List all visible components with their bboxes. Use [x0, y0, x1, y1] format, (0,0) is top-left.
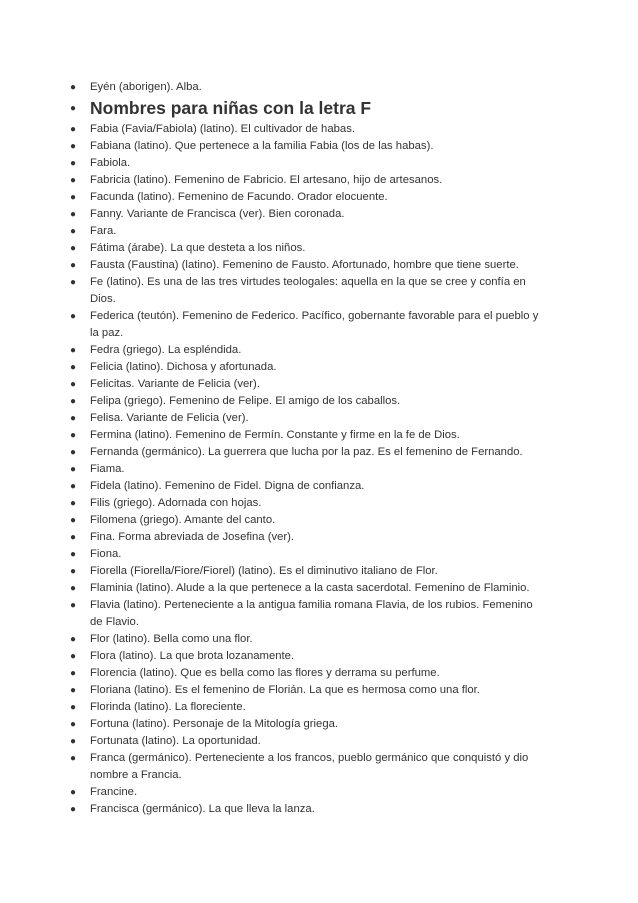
list-item	[0, 529, 638, 546]
list-item	[0, 512, 638, 529]
bullet-icon: ●	[69, 804, 77, 815]
list-item	[0, 240, 638, 257]
list-item	[0, 342, 638, 359]
bullet-icon: ●	[69, 736, 77, 747]
list-item	[0, 393, 638, 410]
list-item	[0, 665, 638, 682]
list-item	[0, 376, 638, 393]
item-text: Fabia (Favia/Fabiola) (latino). El cultivador de habas.	[90, 123, 355, 135]
list-item	[0, 155, 638, 172]
item-text: Florinda (latino). La floreciente.	[90, 701, 246, 713]
item-text: Fiama.	[90, 463, 125, 475]
bullet-icon: ●	[69, 396, 77, 407]
item-text: Felisa. Variante de Felicia (ver).	[90, 412, 249, 424]
bullet-icon: ●	[69, 583, 77, 594]
item-text: Fausta (Faustina) (latino). Femenino de Fausto. Afortunado, hombre que tiene suerte.	[90, 259, 519, 271]
item-text: Fortuna (latino). Personaje de la Mitología griega.	[90, 718, 339, 730]
section-heading	[0, 96, 638, 121]
bullet-icon: ●	[69, 209, 77, 220]
bullet-icon: ●	[69, 379, 77, 390]
item-text: Francisca (germánico). La que lleva la lanza.	[90, 803, 315, 815]
list-item	[0, 733, 638, 750]
item-text: Fabiana (latino). Que pertenece a la familia Fabia (los de las habas).	[90, 140, 434, 152]
list-item	[0, 682, 638, 699]
item-text: Flora (latino). La que brota lozanamente.	[90, 650, 295, 662]
item-text: Fortunata (latino). La oportunidad.	[90, 735, 261, 747]
bullet-icon: ●	[69, 277, 77, 288]
item-text: Franca (germánico). Perteneciente a los francos, pueblo germánico que conquistó y dio nombre a Francia.	[90, 752, 529, 781]
list-item	[0, 495, 638, 512]
bullet-icon: ●	[69, 124, 77, 135]
list-item	[0, 597, 638, 631]
list-item	[0, 223, 638, 240]
list-item	[0, 206, 638, 223]
list-item	[0, 784, 638, 801]
bullet-icon: ●	[69, 362, 77, 373]
bullet-icon: ●	[69, 600, 77, 611]
list-item	[0, 750, 638, 784]
item-text: Fabricia (latino). Femenino de Fabricio. El artesano, hijo de artesanos.	[90, 174, 443, 186]
bullet-icon: ●	[69, 566, 77, 577]
bullet-icon: ●	[69, 141, 77, 152]
list-item	[0, 427, 638, 444]
item-text: Fermina (latino). Femenino de Fermín. Constante y firme en la fe de Dios.	[90, 429, 460, 441]
item-text: Fanny. Variante de Francisca (ver). Bien coronada.	[90, 208, 345, 220]
item-text: Fátima (árabe). La que desteta a los niños.	[90, 242, 306, 254]
bullet-icon: ●	[69, 498, 77, 509]
list-item	[0, 563, 638, 580]
list-item	[0, 172, 638, 189]
bullet-icon: ●	[69, 447, 77, 458]
item-text: Fe (latino). Es una de las tres virtudes teologales: aquella en la que se cree y confía en Dios.	[90, 276, 526, 305]
item-text: Flavia (latino). Perteneciente a la antigua familia romana Flavia, de los rubios. Femenino de Flavio.	[90, 599, 533, 628]
list-item	[0, 121, 638, 138]
bullet-icon: ●	[69, 175, 77, 186]
bullet-icon: ●	[69, 668, 77, 679]
list-item	[0, 189, 638, 206]
bullet-icon: ●	[69, 702, 77, 713]
list-item	[0, 79, 638, 96]
list-item	[0, 274, 638, 308]
bullet-icon: ●	[69, 634, 77, 645]
list-item	[0, 461, 638, 478]
item-text: Felicitas. Variante de Felicia (ver).	[90, 378, 260, 390]
item-text: Fiorella (Fiorella/Fiore/Fiorel) (latino). Es el diminutivo italiano de Flor.	[90, 565, 438, 577]
item-text: Flaminia (latino). Alude a la que pertenece a la casta sacerdotal. Femenino de Flaminio.	[90, 582, 530, 594]
bullet-icon: ●	[69, 345, 77, 356]
bullet-icon: ●	[69, 311, 77, 322]
bullet-icon: ●	[69, 651, 77, 662]
bullet-icon: ●	[69, 413, 77, 424]
list-item	[0, 444, 638, 461]
bullet-icon: ●	[69, 192, 77, 203]
bullet-icon: ●	[69, 481, 77, 492]
bullet-icon: ●	[69, 719, 77, 730]
item-text: Felipa (griego). Femenino de Felipe. El amigo de los caballos.	[90, 395, 401, 407]
item-text: Eyén (aborigen). Alba.	[90, 81, 202, 93]
item-text: Fernanda (germánico). La guerrera que lucha por la paz. Es el femenino de Fernando.	[90, 446, 523, 458]
item-text: Felicia (latino). Dichosa y afortunada.	[90, 361, 277, 373]
list-item	[0, 359, 638, 376]
item-text: Fedra (griego). La espléndida.	[90, 344, 242, 356]
item-text: Fidela (latino). Femenino de Fidel. Digna de confianza.	[90, 480, 365, 492]
list-item	[0, 580, 638, 597]
list-item	[0, 716, 638, 733]
bullet-icon: ●	[69, 685, 77, 696]
item-text: Fiona.	[90, 548, 122, 560]
item-text: Francine.	[90, 786, 138, 798]
bullet-icon: ●	[69, 260, 77, 271]
bullet-icon: ●	[69, 243, 77, 254]
list-item	[0, 308, 638, 342]
list-item	[0, 257, 638, 274]
list-item	[0, 138, 638, 155]
item-text: Filomena (griego). Amante del canto.	[90, 514, 276, 526]
name-list	[0, 79, 638, 818]
document-page	[0, 79, 638, 818]
bullet-icon: ●	[69, 515, 77, 526]
item-text: Flor (latino). Bella como una flor.	[90, 633, 253, 645]
bullet-icon: ●	[69, 532, 77, 543]
item-text: Facunda (latino). Femenino de Facundo. Orador elocuente.	[90, 191, 388, 203]
bullet-icon: ●	[69, 430, 77, 441]
bullet-icon: ●	[69, 226, 77, 237]
bullet-icon: ●	[69, 82, 77, 93]
bullet-icon: ●	[69, 549, 77, 560]
list-item	[0, 546, 638, 563]
item-text: Fabiola.	[90, 157, 131, 169]
item-text: Federica (teutón). Femenino de Federico. Pacífico, gobernante favorable para el pueblo y la paz.	[90, 310, 539, 339]
bullet-icon: ●	[69, 464, 77, 475]
list-item	[0, 648, 638, 665]
bullet-icon: ●	[69, 103, 77, 114]
item-text: Floriana (latino). Es el femenino de Florián. La que es hermosa como una flor.	[90, 684, 480, 696]
item-text: Fara.	[90, 225, 117, 237]
bullet-icon: ●	[69, 787, 77, 798]
heading-text: Nombres para niñas con la letra F	[90, 98, 372, 118]
list-item	[0, 410, 638, 427]
list-item	[0, 478, 638, 495]
list-item	[0, 801, 638, 818]
item-text: Florencia (latino). Que es bella como las flores y derrama su perfume.	[90, 667, 440, 679]
list-item	[0, 631, 638, 648]
bullet-icon: ●	[69, 753, 77, 764]
item-text: Filis (griego). Adornada con hojas.	[90, 497, 262, 509]
list-item	[0, 699, 638, 716]
item-text: Fina. Forma abreviada de Josefina (ver).	[90, 531, 295, 543]
bullet-icon: ●	[69, 158, 77, 169]
